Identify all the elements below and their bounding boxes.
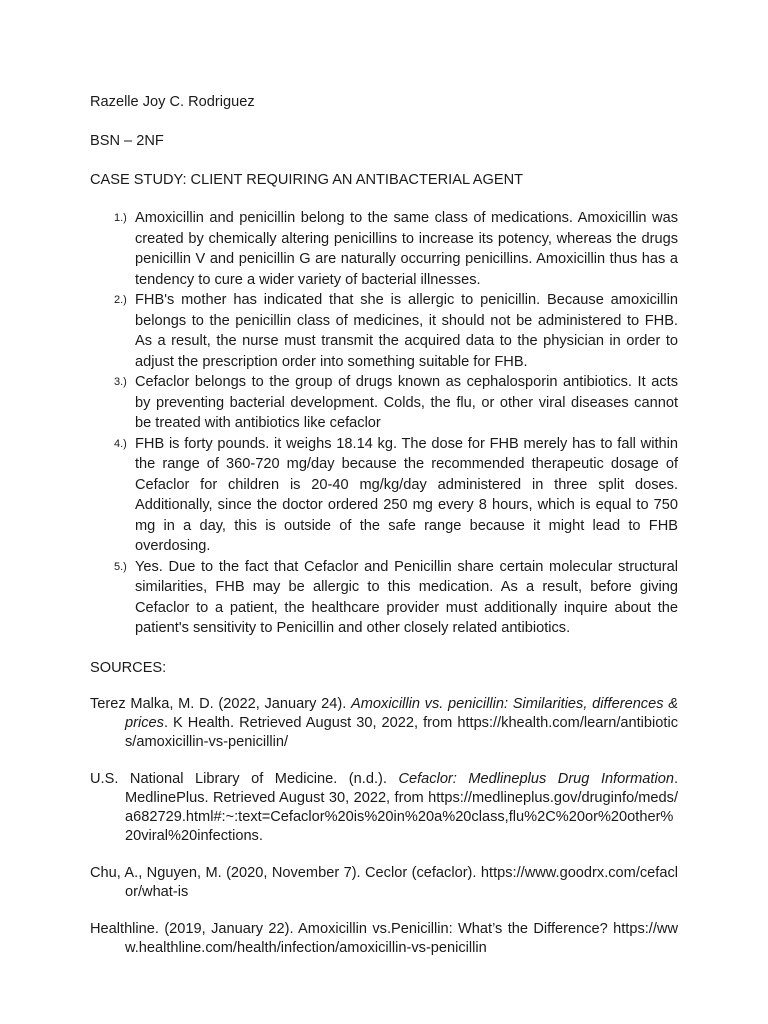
answer-text: Yes. Due to the fact that Cefaclor and Penicillin share certain molecular structural similarities, FHB may be allergic to this medication. As a result, before giving Cefaclor to a patient, the healthcare provider must additionally inquire about the patient's sensitivity to Penicillin and other closely related antibiotics. [135, 558, 678, 636]
answer-text: Cefaclor belongs to the group of drugs known as cephalosporin antibiotics. It acts by preventing bacterial development. Colds, the flu, or other viral diseases cannot be treated with antibiotics like cefaclor [135, 374, 678, 431]
answer-item [90, 290, 678, 372]
answer-number: 4.) [114, 437, 127, 450]
answer-number: 1.) [114, 212, 127, 224]
reference-entry [90, 864, 678, 902]
reference-lead: Healthline. (2019, January 22). Amoxicillin vs.Penicillin: What’s the Difference? [90, 921, 608, 937]
document-page [90, 92, 678, 976]
answer-number: 5.) [114, 560, 127, 573]
reference-entry [90, 770, 678, 846]
answer-item [90, 434, 678, 557]
answer-item [90, 557, 678, 639]
reference-link[interactable]: https://www.goodrx.com/cefaclor/what-is [125, 865, 678, 900]
reference-lead: Chu, A., Nguyen, M. (2020, November 7). Ceclor (cefaclor). [90, 865, 477, 881]
answer-item [90, 208, 678, 290]
sources-heading: SOURCES: [90, 659, 167, 676]
reference-entry [90, 920, 678, 958]
author-name: Razelle Joy C. Rodriguez [90, 94, 255, 110]
reference-tail: . MedlinePlus. Retrieved August 30, 2022, from [125, 771, 679, 806]
reference-lead: U.S. National Library of Medicine. (n.d.). [90, 771, 399, 787]
reference-link[interactable]: https://medlineplus.gov/druginfo/meds/a682729.html#:~:text=Cefaclor%20is%20in%20a%20class,flu%2C%20or%20other%20viral%20infections. [125, 790, 678, 844]
answer-text: FHB's mother has indicated that she is allergic to penicillin. Because amoxicillin belongs to the penicillin class of medicines, it should not be administered to FHB. As a result, the nurse must transmit the acquired data to the physician in order to adjust the prescription order into something suitable for FHB. [135, 292, 678, 370]
reference-title: Cefaclor: Medlineplus Drug Information [398, 771, 674, 787]
course-section: BSN – 2NF [90, 133, 164, 149]
answer-number: 2.) [114, 294, 127, 306]
reference-link[interactable]: https://khealth.com/learn/antibiotics/amoxicillin-vs-penicillin/ [125, 715, 678, 750]
case-study-title: CASE STUDY: CLIENT REQUIRING AN ANTIBACTERIAL AGENT [90, 172, 524, 188]
answer-list [90, 208, 678, 639]
answer-text: Amoxicillin and penicillin belong to the same class of medications. Amoxicillin was created by chemically altering penicillins to increase its potency, whereas the drugs penicillin V and penicillin G are naturally occurring penicillins. Amoxicillin thus has a tendency to cure a wider variety of bacterial illnesses. [135, 210, 678, 288]
answer-text: FHB is forty pounds. it weighs 18.14 kg. The dose for FHB merely has to fall within the range of 360-720 mg/day because the recommended therapeutic dosage of Cefaclor for children is 20-40 mg/kg/day administered in three split doses. Additionally, since the doctor ordered 250 mg every 8 hours, which is equal to 750 mg in a day, this is outside of the safe range because it might lead to FHB overdosing. [135, 435, 678, 554]
reference-lead: Terez Malka, M. D. (2022, January 24). [90, 696, 352, 712]
reference-entry [90, 695, 678, 752]
reference-link[interactable]: https://www.healthline.com/health/infection/amoxicillin-vs-penicillin [125, 921, 678, 956]
reference-title: Amoxicillin vs. penicillin: Similarities, differences & prices [125, 696, 678, 731]
answer-item [90, 372, 678, 434]
answer-number: 3.) [114, 376, 127, 388]
reference-tail: . K Health. Retrieved August 30, 2022, from [163, 715, 453, 731]
